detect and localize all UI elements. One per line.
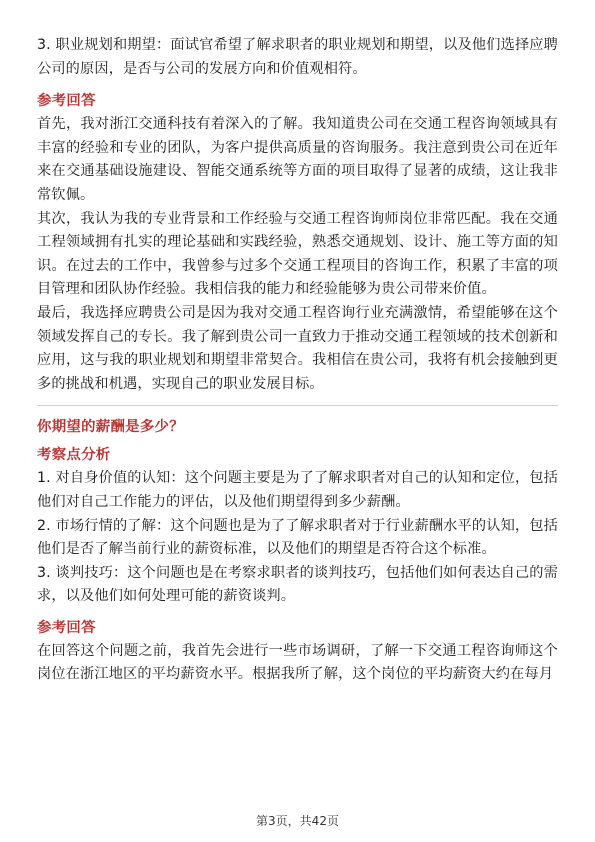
reference-answer-heading: 参考回答 (37, 619, 96, 636)
answer-paragraph: 在回答这个问题之前，我首先会进行一些市场调研，了解一下交通工程咨询师这个岗位在浙江地区的平均薪资水平。根据我所了解，这个岗位的平均薪资大约在每月 (37, 642, 558, 683)
answer-paragraph: 其次，我认为我的专业背景和工作经验与交通工程咨询师岗位非常匹配。我在交通工程领域拥有扎实的理论基础和实践经验，熟悉交通规划、设计、施工等方面的知识。在过去的工作中，我曾参与过多个交通工程项目的咨询工作，积累了丰富的项目管理和团队协作经验。我相信我的能力和经验能够为贵公司带来价值。 (37, 210, 558, 298)
page-footer: 第3页，共42页 (256, 814, 339, 828)
analysis-heading: 考察点分析 (37, 447, 111, 464)
document-page (37, 34, 558, 687)
reference-answer-heading: 参考回答 (37, 93, 96, 110)
analysis-item: 1. 对自身价值的认知：这个问题主要是为了了解求职者对自己的认知和定位，包括他们对自己工作能力的评估，以及他们期望得到多少薪酬。 (37, 470, 558, 510)
answer-paragraph: 最后，我选择应聘贵公司是因为我对交通工程咨询行业充满激情，希望能够在这个领域发挥自己的专长。我了解到贵公司一直致力于推动交通工程领域的技术创新和应用，这与我的职业规划和期望非常契合。我相信在贵公司，我将有机会接触到更多的挑战和机遇，实现自己的职业发展目标。 (37, 304, 558, 392)
analysis-item: 2. 市场行情的了解：这个问题也是为了了解求职者对于行业薪酬水平的认知，包括他们是否了解当前行业的薪资标准，以及他们的期望是否符合这个标准。 (37, 517, 558, 558)
question-item-3: 3. 职业规划和期望：面试官希望了解求职者的职业规划和期望，以及他们选择应聘公司的原因，是否与公司的发展方向和价值观相符。 (37, 37, 558, 77)
analysis-item: 3. 谈判技巧：这个问题也是在考察求职者的谈判技巧，包括他们如何表达自己的需求，以及他们如何处理可能的薪资谈判。 (37, 564, 558, 605)
question-heading: 你期望的薪酬是多少？ (37, 419, 184, 436)
section-divider (37, 405, 558, 406)
answer-paragraph: 首先，我对浙江交通科技有着深入的了解。我知道贵公司在交通工程咨询领域具有丰富的经验和专业的团队，为客户提供高质量的咨询服务。我注意到贵公司在近年来在交通基础设施建设、智能交通系统等方面的项目取得了显著的成绩，这让我非常钦佩。 (37, 116, 558, 203)
